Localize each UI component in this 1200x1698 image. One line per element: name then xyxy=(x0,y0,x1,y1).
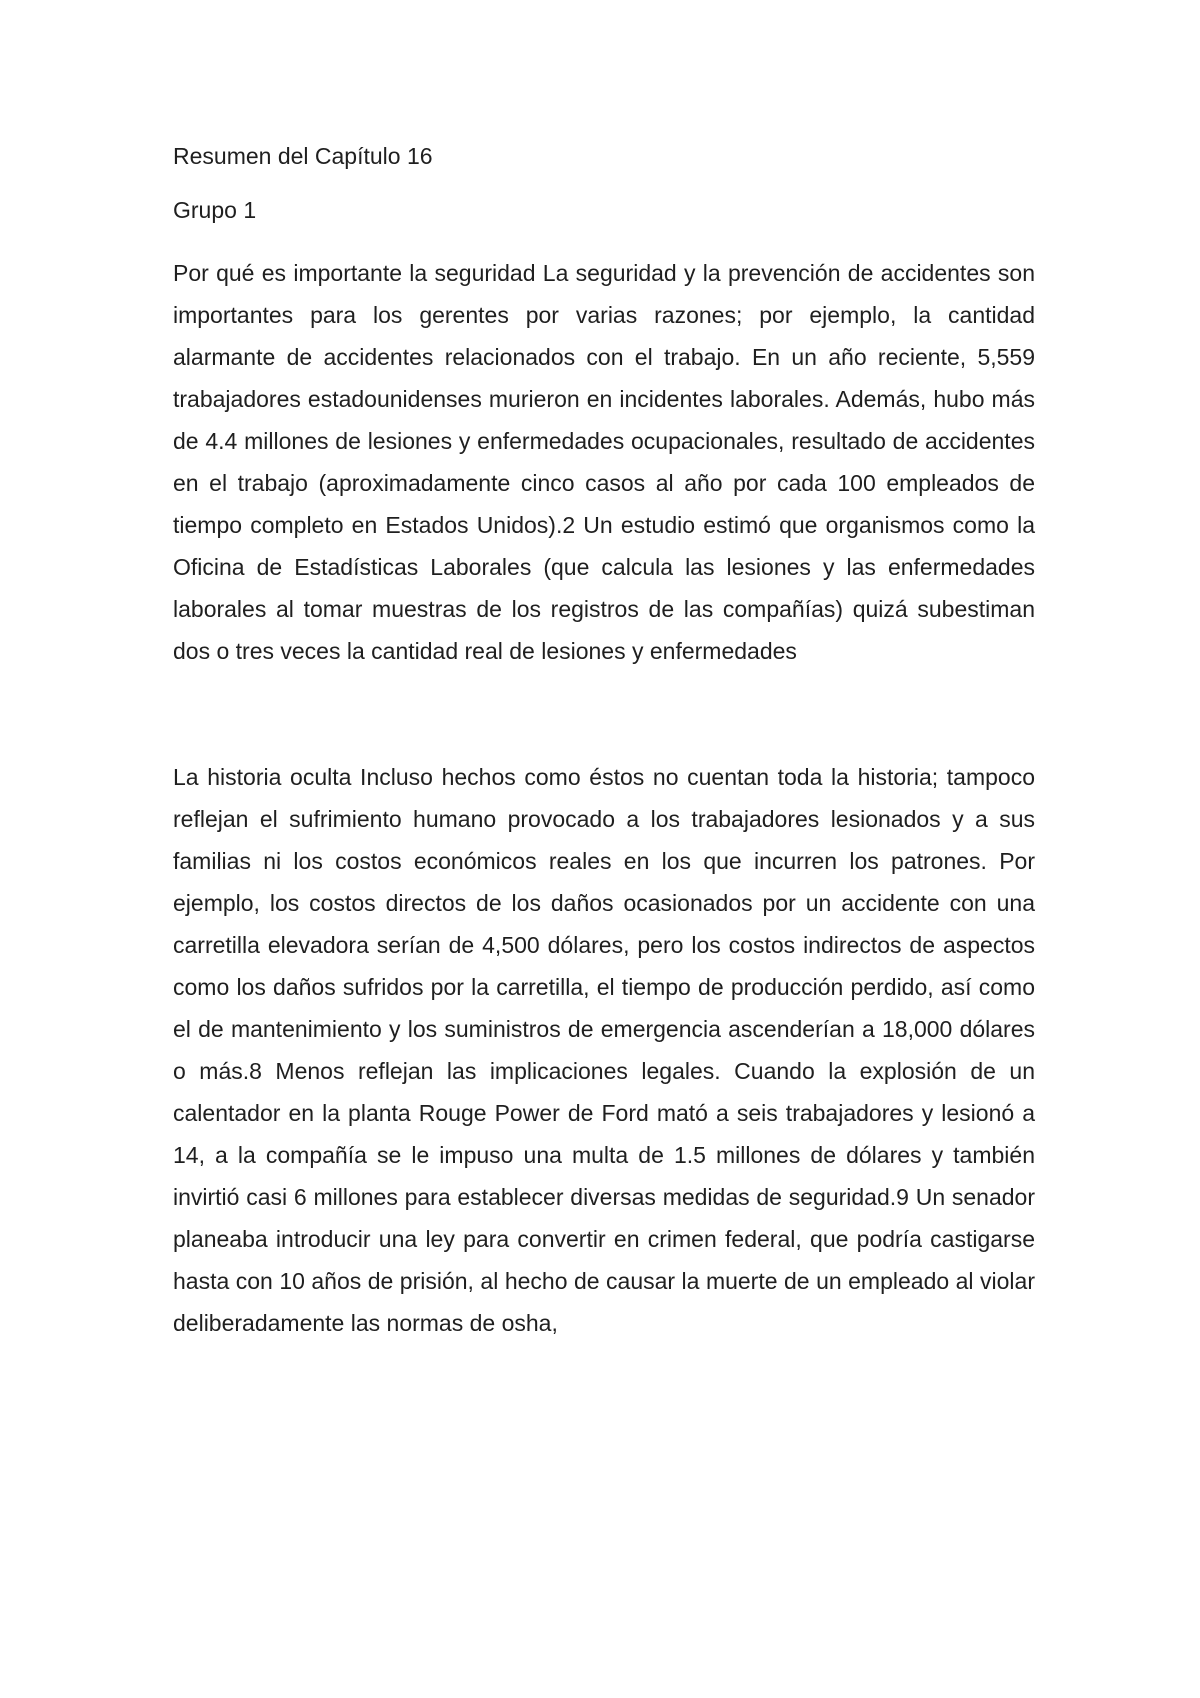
paragraph-hidden-story: La historia oculta Incluso hechos como éstos no cuentan toda la historia; tampoco reflejan el sufrimiento humano provocado a los trabajadores lesionados y a sus familias ni los costos económicos reales en los que incurren los patrones. Por ejemplo, los costos directos de los daños ocasionados por un accidente con una carretilla elevadora serían de 4,500 dólares, pero los costos indirectos de aspectos como los daños sufridos por la carretilla, el tiempo de producción perdido, así como el de mantenimiento y los suministros de emergencia ascenderían a 18,000 dólares o más.8 Menos reflejan las implicaciones legales. Cuando la explosión de un calentador en la planta Rouge Power de Ford mató a seis trabajadores y lesionó a 14, a la compañía se le impuso una multa de 1.5 millones de dólares y también invirtió casi 6 millones para establecer diversas medidas de seguridad.9 Un senador planeaba introducir una ley para convertir en crimen federal, que podría castigarse hasta con 10 años de prisión, al hecho de causar la muerte de un empleado al violar deliberadamente las normas de osha, xyxy=(173,764,1035,1336)
group-label: Grupo 1 xyxy=(173,197,257,223)
document-body xyxy=(173,140,1035,1344)
paragraph-safety-importance: Por qué es importante la seguridad La seguridad y la prevención de accidentes son importantes para los gerentes por varias razones; por ejemplo, la cantidad alarmante de accidentes relacionados con el trabajo. En un año reciente, 5,559 trabajadores estadounidenses murieron en incidentes laborales. Además, hubo más de 4.4 millones de lesiones y enfermedades ocupacionales, resultado de accidentes en el trabajo (aproximadamente cinco casos al año por cada 100 empleados de tiempo completo en Estados Unidos).2 Un estudio estimó que organismos como la Oficina de Estadísticas Laborales (que calcula las lesiones y las enfermedades laborales al tomar muestras de los registros de las compañías) quizá subestiman dos o tres veces la cantidad real de lesiones y enfermedades xyxy=(173,260,1035,664)
document-title: Resumen del Capítulo 16 xyxy=(173,143,433,169)
